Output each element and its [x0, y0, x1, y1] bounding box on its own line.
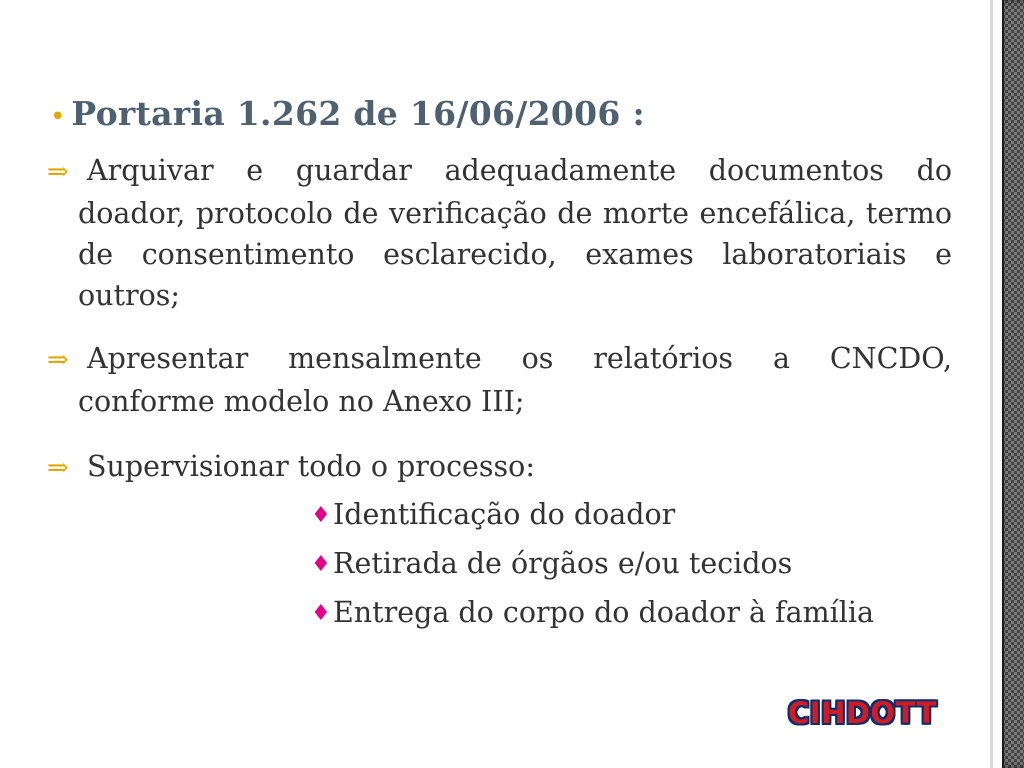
list-item-archive	[47, 150, 952, 316]
list-item-supervise	[47, 446, 952, 489]
brand-logo-text: CIHDOTT	[788, 696, 937, 730]
sub-item-identification	[311, 495, 675, 536]
list-item-continuation: conforme modelo no Anexo III;	[78, 385, 525, 418]
sub-item-label: Entrega do corpo do doador à família	[333, 596, 874, 629]
arrow-icon: ⇒	[47, 453, 69, 483]
sub-item-retrieval	[311, 544, 792, 585]
bullet-icon: •	[50, 102, 66, 132]
list-item-first-line: Apresentar mensalmente os relatórios a CNCDO,	[87, 342, 952, 375]
heading-text: Portaria 1.262 de 16/06/2006 :	[71, 94, 645, 133]
arrow-icon: ⇒	[47, 345, 69, 375]
diamond-icon: ♦	[311, 552, 331, 577]
list-item-first-line: Supervisionar todo o processo:	[87, 450, 535, 483]
arrow-icon: ⇒	[47, 157, 69, 187]
decorative-side-band	[990, 0, 1024, 768]
sub-item-delivery	[311, 593, 874, 634]
list-item-report	[47, 338, 952, 422]
diamond-icon: ♦	[311, 503, 331, 528]
list-item-continuation: doador, protocolo de verificação de morte encefálica, termo de consentimento esclarecido, exames laboratoriais e outros;	[78, 197, 952, 312]
sub-item-label: Retirada de órgãos e/ou tecidos	[333, 547, 793, 580]
diamond-icon: ♦	[311, 601, 331, 626]
list-item-first-line: Arquivar e guardar adequadamente documentos do	[87, 154, 952, 187]
slide-heading	[50, 94, 645, 133]
sub-item-label: Identificação do doador	[333, 498, 676, 531]
